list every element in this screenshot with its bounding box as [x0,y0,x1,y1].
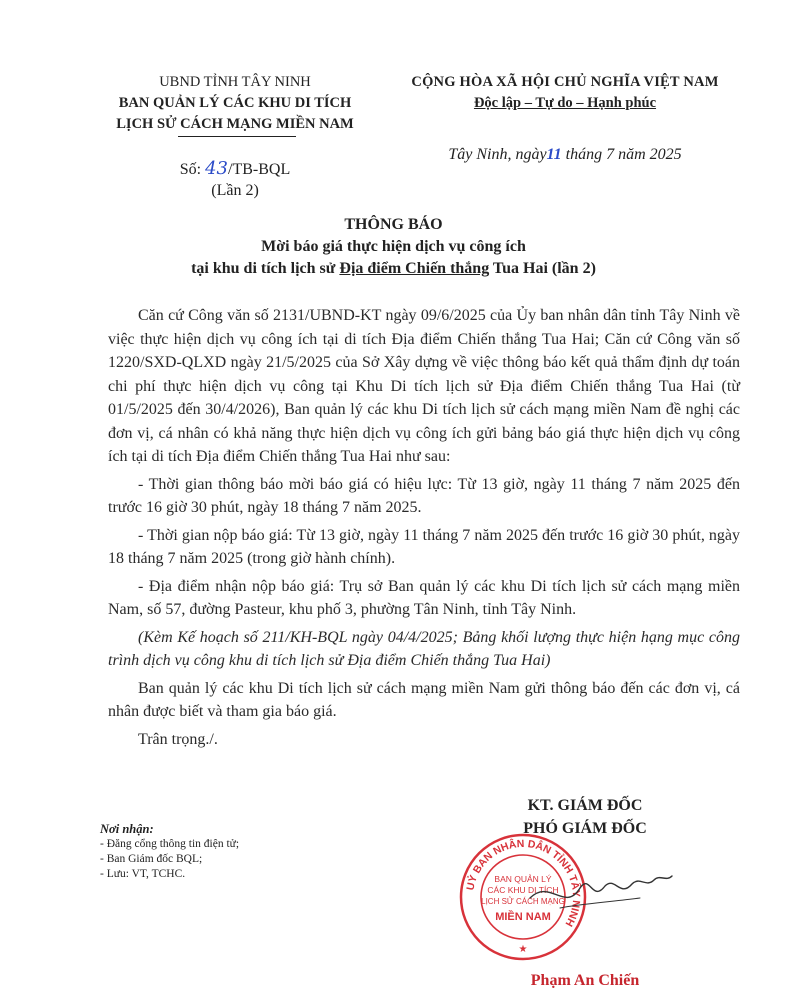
doc-subtitle-2 [0,260,787,278]
subtitle-underlined: Địa điểm Chiến thắng [339,260,490,277]
date-suffix: tháng 7 năm 2025 [565,146,682,163]
seal-ring-text: UỶ BAN NHÂN DÂN TỈNH TÂY NINH [464,837,583,929]
subtitle-prefix: tại khu di tích lịch sử [191,260,336,277]
doc-number-handwritten: 43 [205,158,229,179]
doc-subtitle-1: Mời báo giá thực hiện dịch vụ công ích [261,238,526,255]
date-day-handwritten: 11 [546,146,562,163]
seal-star-icon: ★ [518,944,528,955]
signature-line-1: KT. GIÁM ĐỐC [527,797,643,814]
recipients-block [100,822,340,882]
body-closing: Trân trọng./. [138,730,218,748]
signer-name: Phạm An Chiến [530,972,640,989]
body-item-submission-time: - Thời gian nộp báo giá: Từ 13 giờ, ngày 11 tháng 7 năm 2025 đến trước 16 giờ 30 phút, ngày 18 tháng 7 năm 2025 (trong giờ hành chính). [108,526,740,567]
issue-date [392,146,738,164]
doc-attempt: (Lần 2) [211,182,259,199]
recipients-heading: Nơi nhận: [100,822,154,836]
doc-number-suffix: /TB-BQL [228,161,291,178]
signature-line-2: PHÓ GIÁM ĐỐC [523,820,647,837]
recipient-item: - Ban Giám đốc BQL; [100,853,203,865]
seal-inner-line-3: LỊCH SỬ CÁCH MẠNG [481,897,565,906]
body-item-validity: - Thời gian thông báo mời báo giá có hiệu lực: Từ 13 giờ, ngày 11 tháng 7 năm 2025 đến trước 16 giờ 30 phút, ngày 18 tháng 7 năm 2025. [108,475,740,516]
seal-inner-line-4: MIỀN NAM [495,911,551,923]
recipient-item: - Đăng cổng thông tin điện tử; [100,838,240,850]
doc-title: THÔNG BÁO [344,216,443,233]
body-attachment-note: (Kèm Kế hoạch số 211/KH-BQL ngày 04/4/2025; Bảng khối lượng thực hiện hạng mục công trình dịch vụ công khu di tích lịch sử Địa điểm Chiến thắng Tua Hai) [108,628,740,669]
recipient-item: - Lưu: VT, TCHC. [100,868,186,880]
signature-underline-stroke [560,898,640,908]
motto: Độc lập – Tự do – Hạnh phúc [473,95,657,111]
document-number [100,158,370,201]
date-prefix: Tây Ninh, ngày [448,146,547,163]
country-name: CỘNG HÒA XÃ HỘI CHỦ NGHĨA VIỆT NAM [411,74,719,90]
handwritten-signature [520,858,680,938]
seal-inner-line-2: CÁC KHU DI TÍCH [487,885,559,895]
issuer-agency: BAN QUẢN LÝ CÁC KHU DI TÍCH [118,95,352,111]
seal-inner-line-1: BAN QUẢN LÝ [494,874,552,884]
body-item-location: - Địa điểm nhận nộp báo giá: Trụ sở Ban quản lý các khu Di tích lịch sử cách mạng miền Nam, số 57, đường Pasteur, khu phố 3, phường Tân Ninh, tỉnh Tây Ninh. [108,577,740,618]
issuer-agency-line2: LỊCH SỬ CÁCH MẠNG MIỀN NAM [116,116,354,132]
issuer-block [100,72,370,135]
issuer-province: UBND TỈNH TÂY NINH [159,74,311,90]
signature-stroke [530,876,672,898]
subtitle-suffix: Tua Hai (lần 2) [492,260,596,277]
national-motto-block [392,72,738,114]
doc-number-prefix: Số: [179,161,202,178]
body-paragraph-notice: Ban quản lý các khu Di tích lịch sử cách mạng miền Nam gửi thông báo đến các đơn vị, cá nhân được biết và tham gia báo giá. [108,679,740,720]
issuer-divider [178,136,296,137]
doc-body [108,304,740,751]
body-paragraph-basis: Căn cứ Công văn số 2131/UBND-KT ngày 09/6/2025 của Ủy ban nhân dân tỉnh Tây Ninh về việc thực hiện dịch vụ công ích tại di tích Địa điểm Chiến thắng Tua Hai; Căn cứ Công văn số 1220/SXD-QLXD ngày 21/5/2025 của Sở Xây dựng về việc thông báo kết quả thẩm định dự toán chi phí thực hiện dịch vụ công tại Khu Di tích lịch sử Địa điểm Chiến thắng Tua Hai (từ 01/5/2025 đến 30/4/2026), Ban quản lý các khu Di tích lịch sử cách mạng miền Nam đề nghị các đơn vị, cá nhân có khả năng thực hiện dịch vụ công ích gửi bảng báo giá thực hiện dịch vụ công ích tại di tích Địa điểm Chiến thắng Tua Hai như sau: [108,307,740,465]
